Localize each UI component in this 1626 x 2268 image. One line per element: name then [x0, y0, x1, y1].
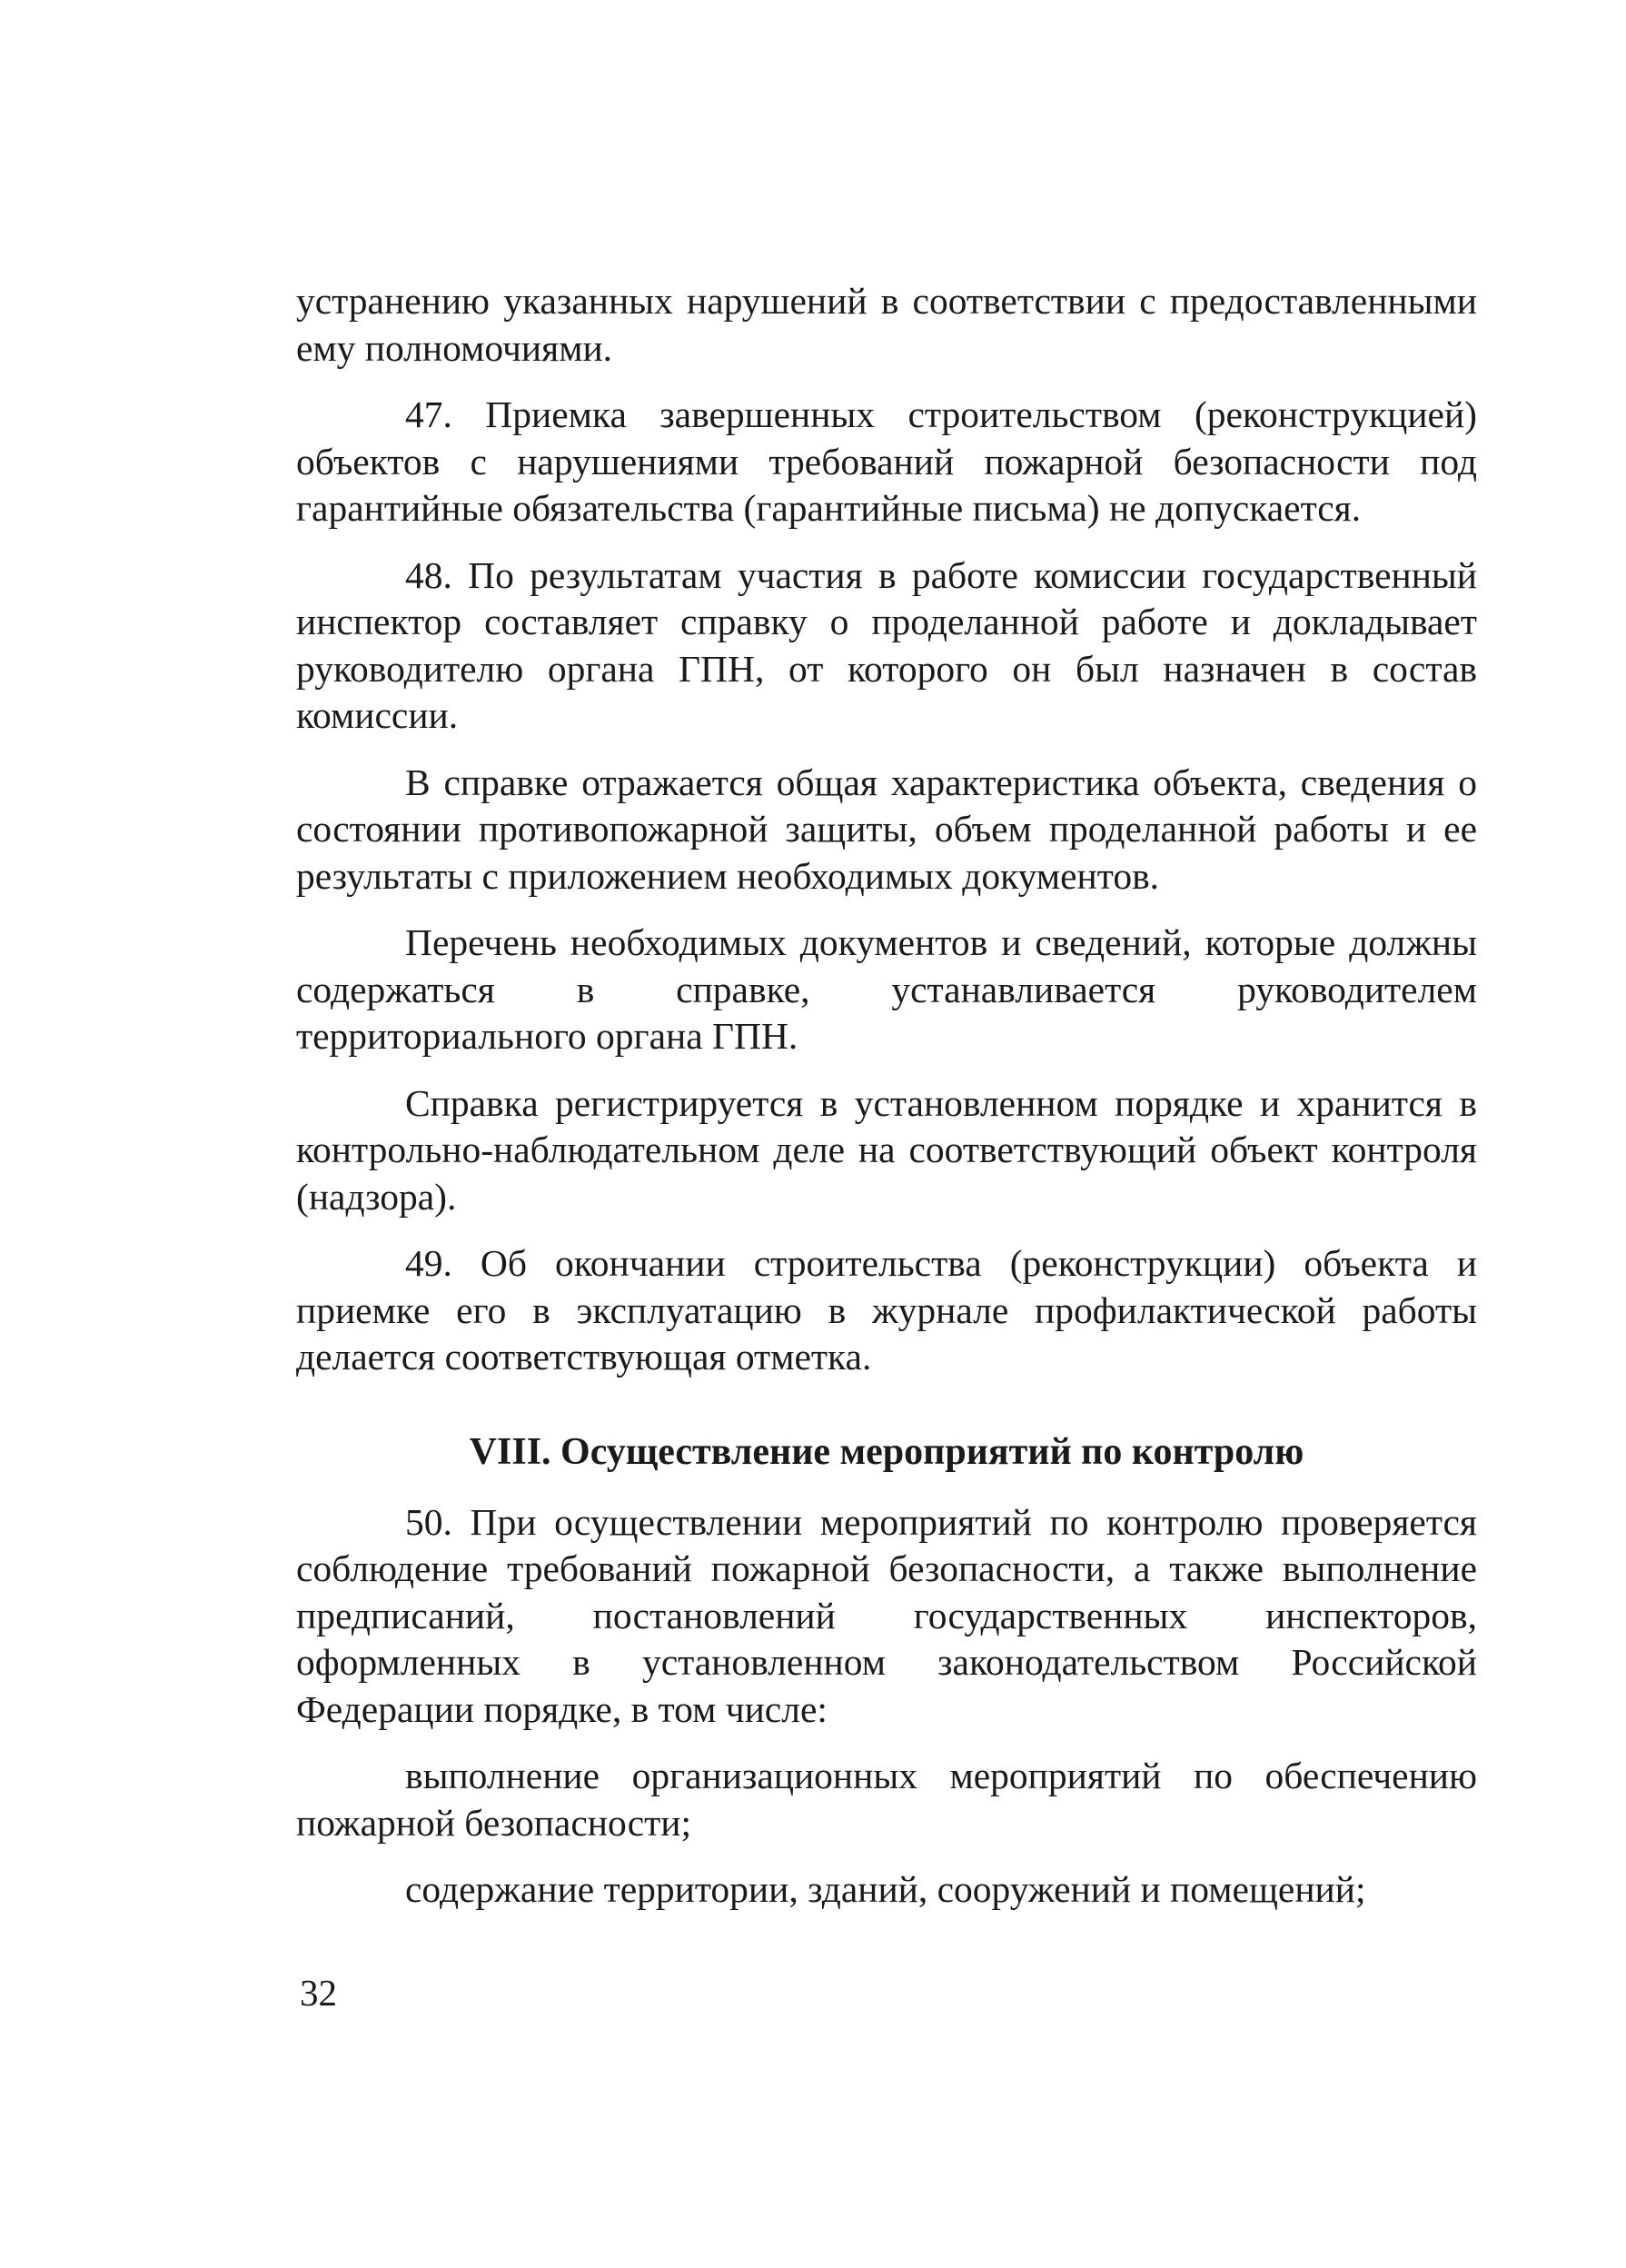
paragraph-territory-maintenance: содержание территории, зданий, сооружений и помещений;	[405, 1868, 1366, 1910]
page-number: 32	[300, 1972, 337, 2014]
paragraph-documents-list: Перечень необходимых документов и сведений, которые должны содержаться в справке, устанавливается руководителем территориального органа ГПН.	[296, 921, 1477, 1057]
paragraph-report-contents: В справке отражается общая характеристика объекта, сведения о состоянии противопожарной защиты, объем проделанной работы и ее результаты с приложением необходимых документов.	[296, 761, 1477, 897]
paragraph-continuation: устранению указанных нарушений в соответствии с предоставленными ему полномочиями.	[296, 280, 1477, 369]
paragraph-report-registration: Справка регистрируется в установленном порядке и хранится в контрольно-наблюдательном деле на соответствующий объект контроля (надзора).	[296, 1081, 1477, 1218]
paragraph-49: 49. Об окончании строительства (реконструкции) объекта и приемке его в эксплуатацию в журнале профилактической работы делается соответствующая отметка.	[296, 1242, 1477, 1378]
paragraph-47: 47. Приемка завершенных строительством (реконструкцией) объектов с нарушениями требований пожарной безопасности под гарантийные обязательства (гарантийные письма) не допускается.	[296, 393, 1477, 529]
paragraph-50: 50. При осуществлении мероприятий по контролю проверяется соблюдение требований пожарной безопасности, а также выполнение предписаний, постановлений государственных инспекторов, оформленных в установленном законодательством Российской Федерации порядке, в том числе:	[296, 1500, 1477, 1730]
section-heading: VIII. Осуществление мероприятий по контролю	[469, 1430, 1304, 1473]
paragraph-organizational-measures: выполнение организационных мероприятий по обеспечению пожарной безопасности;	[296, 1755, 1477, 1844]
document-body	[296, 278, 1477, 1934]
paragraph-48: 48. По результатам участия в работе комиссии государственный инспектор составляет справку о проделанной работе и докладывает руководителю органа ГПН, от которого он был назначен в состав комиссии.	[296, 553, 1477, 736]
